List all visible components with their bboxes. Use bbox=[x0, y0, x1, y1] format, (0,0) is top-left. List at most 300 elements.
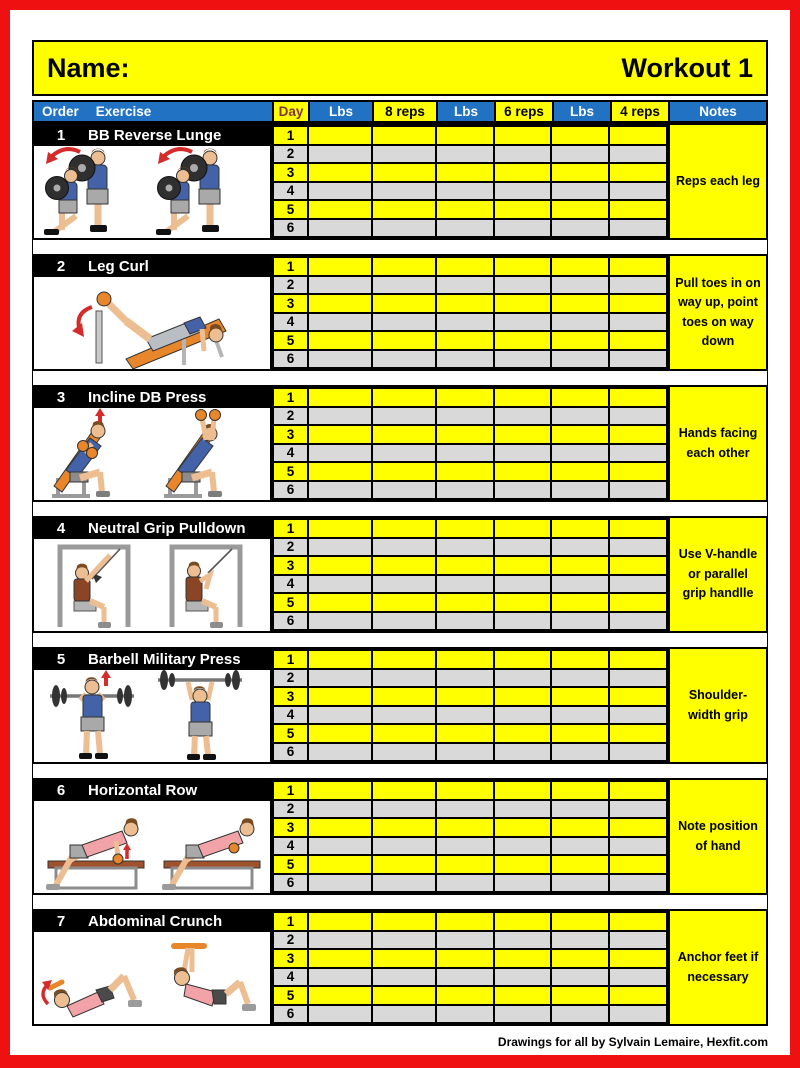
entry-cell[interactable] bbox=[551, 481, 609, 500]
entry-cell[interactable] bbox=[308, 462, 372, 481]
entry-cell[interactable] bbox=[494, 519, 552, 538]
day-number-cell: 1 bbox=[273, 912, 308, 931]
day-row bbox=[273, 837, 667, 856]
entry-cell[interactable] bbox=[494, 163, 552, 182]
entry-cell[interactable] bbox=[609, 781, 667, 800]
entry-cell[interactable] bbox=[436, 145, 494, 164]
entry-cell[interactable] bbox=[494, 444, 552, 463]
entry-cell[interactable] bbox=[494, 837, 552, 856]
entry-cell[interactable] bbox=[494, 575, 552, 594]
notes-cell: Use V-handle or parallel grip handlle bbox=[668, 518, 766, 631]
workout-title: Workout 1 bbox=[621, 52, 753, 83]
entry-cell[interactable] bbox=[609, 986, 667, 1005]
entry-cell[interactable] bbox=[308, 968, 372, 987]
notes-cell: Hands facing each other bbox=[668, 387, 766, 500]
entry-cell[interactable] bbox=[372, 669, 436, 688]
entry-cell[interactable] bbox=[551, 593, 609, 612]
entry-cell[interactable] bbox=[551, 331, 609, 350]
entry-cell[interactable] bbox=[372, 163, 436, 182]
day-number-cell: 4 bbox=[273, 182, 308, 201]
horizontal-row-illustration bbox=[34, 801, 270, 893]
exercise-order: 5 bbox=[56, 651, 66, 668]
entry-cell[interactable] bbox=[609, 912, 667, 931]
block-gap bbox=[32, 371, 768, 385]
entry-cell[interactable] bbox=[551, 388, 609, 407]
entry-cell[interactable] bbox=[494, 313, 552, 332]
entry-cell[interactable] bbox=[551, 724, 609, 743]
entry-cell[interactable] bbox=[551, 931, 609, 950]
entry-cell[interactable] bbox=[609, 800, 667, 819]
entry-cell[interactable] bbox=[494, 276, 552, 295]
entry-cell[interactable] bbox=[308, 294, 372, 313]
notes-cell: Reps each leg bbox=[668, 125, 766, 238]
entry-cell[interactable] bbox=[436, 837, 494, 856]
entry-cell[interactable] bbox=[308, 650, 372, 669]
entry-cell[interactable] bbox=[372, 407, 436, 426]
entry-cell[interactable] bbox=[436, 126, 494, 145]
day-number-cell: 5 bbox=[273, 200, 308, 219]
exercise-name: BB Reverse Lunge bbox=[88, 127, 222, 144]
entry-cell[interactable] bbox=[308, 200, 372, 219]
entry-cell[interactable] bbox=[609, 331, 667, 350]
entry-cell[interactable] bbox=[494, 593, 552, 612]
entry-cell[interactable] bbox=[609, 276, 667, 295]
entry-cell[interactable] bbox=[609, 931, 667, 950]
exercise-order: 2 bbox=[56, 258, 66, 275]
entry-cell[interactable] bbox=[308, 444, 372, 463]
entry-cell[interactable] bbox=[551, 706, 609, 725]
entry-cell[interactable] bbox=[494, 874, 552, 893]
entry-cell[interactable] bbox=[551, 800, 609, 819]
entry-cell[interactable] bbox=[308, 800, 372, 819]
day-number-cell: 6 bbox=[273, 874, 308, 893]
entry-cell[interactable] bbox=[308, 538, 372, 557]
barbell-military-press-illustration bbox=[34, 670, 270, 762]
entry-cell[interactable] bbox=[308, 593, 372, 612]
entry-cell[interactable] bbox=[372, 182, 436, 201]
entry-cell[interactable] bbox=[609, 874, 667, 893]
day-row bbox=[273, 687, 667, 706]
day-row bbox=[273, 986, 667, 1005]
day-row bbox=[273, 593, 667, 612]
entry-cell[interactable] bbox=[308, 145, 372, 164]
day-number-cell: 2 bbox=[273, 931, 308, 950]
entry-cell[interactable] bbox=[494, 257, 552, 276]
entry-cell[interactable] bbox=[609, 425, 667, 444]
entry-cell[interactable] bbox=[436, 350, 494, 369]
entry-cell[interactable] bbox=[494, 669, 552, 688]
entry-cell[interactable] bbox=[494, 650, 552, 669]
entry-cell[interactable] bbox=[551, 425, 609, 444]
exercise-order: 7 bbox=[56, 913, 66, 930]
entry-cell[interactable] bbox=[609, 462, 667, 481]
entry-cell[interactable] bbox=[372, 1005, 436, 1024]
entry-cell[interactable] bbox=[609, 612, 667, 631]
entry-cell[interactable] bbox=[551, 687, 609, 706]
entry-cell[interactable] bbox=[308, 612, 372, 631]
entry-cell[interactable] bbox=[609, 350, 667, 369]
entry-cell[interactable] bbox=[436, 407, 494, 426]
entry-cell[interactable] bbox=[609, 481, 667, 500]
entry-cell[interactable] bbox=[436, 200, 494, 219]
entry-cell[interactable] bbox=[436, 818, 494, 837]
entry-cell[interactable] bbox=[436, 388, 494, 407]
entry-cell[interactable] bbox=[609, 294, 667, 313]
entry-cell[interactable] bbox=[372, 556, 436, 575]
entry-cell[interactable] bbox=[372, 612, 436, 631]
entry-cell[interactable] bbox=[372, 650, 436, 669]
entry-cell[interactable] bbox=[609, 444, 667, 463]
entry-cell[interactable] bbox=[494, 743, 552, 762]
entry-cell[interactable] bbox=[494, 182, 552, 201]
entry-cell[interactable] bbox=[308, 163, 372, 182]
entry-cell[interactable] bbox=[609, 837, 667, 856]
day-grid bbox=[272, 387, 668, 500]
entry-cell[interactable] bbox=[308, 350, 372, 369]
entry-cell[interactable] bbox=[494, 855, 552, 874]
entry-cell[interactable] bbox=[551, 837, 609, 856]
entry-cell[interactable] bbox=[609, 407, 667, 426]
entry-cell[interactable] bbox=[609, 724, 667, 743]
entry-cell[interactable] bbox=[308, 575, 372, 594]
entry-cell[interactable] bbox=[308, 556, 372, 575]
entry-cell[interactable] bbox=[551, 650, 609, 669]
entry-cell[interactable] bbox=[551, 163, 609, 182]
entry-cell[interactable] bbox=[494, 818, 552, 837]
entry-cell[interactable] bbox=[551, 145, 609, 164]
entry-cell[interactable] bbox=[609, 968, 667, 987]
entry-cell[interactable] bbox=[436, 294, 494, 313]
entry-cell[interactable] bbox=[372, 388, 436, 407]
entry-cell[interactable] bbox=[494, 968, 552, 987]
entry-cell[interactable] bbox=[372, 818, 436, 837]
entry-cell[interactable] bbox=[494, 687, 552, 706]
entry-cell[interactable] bbox=[494, 407, 552, 426]
day-row bbox=[273, 538, 667, 557]
entry-cell[interactable] bbox=[436, 986, 494, 1005]
entry-cell[interactable] bbox=[436, 650, 494, 669]
entry-cell[interactable] bbox=[551, 519, 609, 538]
entry-cell[interactable] bbox=[436, 968, 494, 987]
exercise-order: 3 bbox=[56, 389, 66, 406]
entry-cell[interactable] bbox=[551, 781, 609, 800]
entry-cell[interactable] bbox=[372, 519, 436, 538]
entry-cell[interactable] bbox=[494, 912, 552, 931]
entry-cell[interactable] bbox=[551, 462, 609, 481]
entry-cell[interactable] bbox=[372, 800, 436, 819]
entry-cell[interactable] bbox=[372, 145, 436, 164]
entry-cell[interactable] bbox=[609, 687, 667, 706]
entry-cell[interactable] bbox=[372, 687, 436, 706]
entry-cell[interactable] bbox=[609, 538, 667, 557]
entry-cell[interactable] bbox=[372, 931, 436, 950]
entry-cell[interactable] bbox=[372, 481, 436, 500]
header-order: Order bbox=[42, 104, 79, 119]
entry-cell[interactable] bbox=[308, 781, 372, 800]
entry-cell[interactable] bbox=[551, 556, 609, 575]
entry-cell[interactable] bbox=[551, 200, 609, 219]
entry-cell[interactable] bbox=[436, 874, 494, 893]
entry-cell[interactable] bbox=[308, 331, 372, 350]
entry-cell[interactable] bbox=[436, 855, 494, 874]
entry-cell[interactable] bbox=[609, 182, 667, 201]
entry-cell[interactable] bbox=[436, 219, 494, 238]
entry-cell[interactable] bbox=[436, 257, 494, 276]
entry-cell[interactable] bbox=[551, 1005, 609, 1024]
entry-cell[interactable] bbox=[308, 407, 372, 426]
entry-cell[interactable] bbox=[372, 986, 436, 1005]
entry-cell[interactable] bbox=[494, 145, 552, 164]
entry-cell[interactable] bbox=[436, 800, 494, 819]
day-number-cell: 1 bbox=[273, 781, 308, 800]
entry-cell[interactable] bbox=[494, 800, 552, 819]
entry-cell[interactable] bbox=[609, 556, 667, 575]
entry-cell[interactable] bbox=[308, 669, 372, 688]
entry-cell[interactable] bbox=[308, 706, 372, 725]
entry-cell[interactable] bbox=[551, 986, 609, 1005]
entry-cell[interactable] bbox=[308, 519, 372, 538]
entry-cell[interactable] bbox=[436, 949, 494, 968]
exercise-block-3 bbox=[32, 385, 768, 502]
entry-cell[interactable] bbox=[609, 593, 667, 612]
entry-cell[interactable] bbox=[436, 182, 494, 201]
entry-cell[interactable] bbox=[609, 1005, 667, 1024]
entry-cell[interactable] bbox=[436, 462, 494, 481]
entry-cell[interactable] bbox=[494, 986, 552, 1005]
entry-cell[interactable] bbox=[551, 949, 609, 968]
entry-cell[interactable] bbox=[494, 781, 552, 800]
entry-cell[interactable] bbox=[308, 986, 372, 1005]
entry-cell[interactable] bbox=[609, 949, 667, 968]
entry-cell[interactable] bbox=[609, 388, 667, 407]
entry-cell[interactable] bbox=[372, 538, 436, 557]
day-row bbox=[273, 724, 667, 743]
entry-cell[interactable] bbox=[436, 276, 494, 295]
entry-cell[interactable] bbox=[551, 912, 609, 931]
entry-cell[interactable] bbox=[494, 724, 552, 743]
entry-cell[interactable] bbox=[372, 781, 436, 800]
exercise-title-bar bbox=[34, 256, 270, 277]
entry-cell[interactable] bbox=[308, 219, 372, 238]
entry-cell[interactable] bbox=[551, 968, 609, 987]
entry-cell[interactable] bbox=[551, 257, 609, 276]
entry-cell[interactable] bbox=[551, 294, 609, 313]
entry-cell[interactable] bbox=[372, 350, 436, 369]
entry-cell[interactable] bbox=[308, 481, 372, 500]
entry-cell[interactable] bbox=[436, 556, 494, 575]
entry-cell[interactable] bbox=[551, 818, 609, 837]
entry-cell[interactable] bbox=[372, 724, 436, 743]
entry-cell[interactable] bbox=[609, 575, 667, 594]
entry-cell[interactable] bbox=[308, 1005, 372, 1024]
entry-cell[interactable] bbox=[308, 313, 372, 332]
entry-cell[interactable] bbox=[609, 200, 667, 219]
entry-cell[interactable] bbox=[308, 855, 372, 874]
exercise-order: 6 bbox=[56, 782, 66, 799]
entry-cell[interactable] bbox=[372, 257, 436, 276]
entry-cell[interactable] bbox=[609, 669, 667, 688]
entry-cell[interactable] bbox=[436, 444, 494, 463]
entry-cell[interactable] bbox=[494, 949, 552, 968]
entry-cell[interactable] bbox=[372, 593, 436, 612]
entry-cell[interactable] bbox=[436, 1005, 494, 1024]
day-row bbox=[273, 200, 667, 219]
entry-cell[interactable] bbox=[551, 743, 609, 762]
entry-cell[interactable] bbox=[436, 575, 494, 594]
entry-cell[interactable] bbox=[436, 743, 494, 762]
entry-cell[interactable] bbox=[609, 650, 667, 669]
day-number-cell: 5 bbox=[273, 593, 308, 612]
day-number-cell: 3 bbox=[273, 949, 308, 968]
entry-cell[interactable] bbox=[372, 276, 436, 295]
entry-cell[interactable] bbox=[372, 313, 436, 332]
entry-cell[interactable] bbox=[436, 331, 494, 350]
entry-cell[interactable] bbox=[494, 706, 552, 725]
entry-cell[interactable] bbox=[372, 425, 436, 444]
entry-cell[interactable] bbox=[551, 313, 609, 332]
entry-cell[interactable] bbox=[436, 687, 494, 706]
day-number-cell: 3 bbox=[273, 294, 308, 313]
entry-cell[interactable] bbox=[551, 538, 609, 557]
entry-cell[interactable] bbox=[436, 612, 494, 631]
entry-cell[interactable] bbox=[494, 556, 552, 575]
entry-cell[interactable] bbox=[308, 425, 372, 444]
entry-cell[interactable] bbox=[609, 257, 667, 276]
entry-cell[interactable] bbox=[494, 1005, 552, 1024]
day-number-cell: 3 bbox=[273, 818, 308, 837]
entry-cell[interactable] bbox=[494, 200, 552, 219]
entry-cell[interactable] bbox=[372, 949, 436, 968]
day-grid bbox=[272, 911, 668, 1024]
entry-cell[interactable] bbox=[372, 706, 436, 725]
entry-cell[interactable] bbox=[494, 388, 552, 407]
entry-cell[interactable] bbox=[609, 855, 667, 874]
entry-cell[interactable] bbox=[436, 931, 494, 950]
entry-cell[interactable] bbox=[494, 538, 552, 557]
entry-cell[interactable] bbox=[436, 163, 494, 182]
entry-cell[interactable] bbox=[551, 126, 609, 145]
entry-cell[interactable] bbox=[436, 519, 494, 538]
entry-cell[interactable] bbox=[372, 968, 436, 987]
entry-cell[interactable] bbox=[609, 706, 667, 725]
entry-cell[interactable] bbox=[372, 444, 436, 463]
entry-cell[interactable] bbox=[436, 593, 494, 612]
entry-cell[interactable] bbox=[372, 837, 436, 856]
block-gap bbox=[32, 895, 768, 909]
entry-cell[interactable] bbox=[609, 126, 667, 145]
entry-cell[interactable] bbox=[308, 724, 372, 743]
entry-cell[interactable] bbox=[551, 407, 609, 426]
day-number-cell: 3 bbox=[273, 425, 308, 444]
day-row bbox=[273, 276, 667, 295]
entry-cell[interactable] bbox=[551, 182, 609, 201]
entry-cell[interactable] bbox=[372, 331, 436, 350]
day-number-cell: 5 bbox=[273, 986, 308, 1005]
entry-cell[interactable] bbox=[308, 126, 372, 145]
day-row bbox=[273, 294, 667, 313]
header-day: Day bbox=[274, 102, 310, 121]
header-exercise: Exercise bbox=[95, 104, 152, 119]
entry-cell[interactable] bbox=[609, 219, 667, 238]
entry-cell[interactable] bbox=[372, 743, 436, 762]
entry-cell[interactable] bbox=[436, 706, 494, 725]
entry-cell[interactable] bbox=[436, 481, 494, 500]
entry-cell[interactable] bbox=[551, 874, 609, 893]
entry-cell[interactable] bbox=[609, 743, 667, 762]
entry-cell[interactable] bbox=[372, 462, 436, 481]
day-number-cell: 1 bbox=[273, 388, 308, 407]
entry-cell[interactable] bbox=[308, 257, 372, 276]
entry-cell[interactable] bbox=[494, 331, 552, 350]
entry-cell[interactable] bbox=[436, 425, 494, 444]
name-label: Name: bbox=[47, 52, 130, 83]
entry-cell[interactable] bbox=[609, 519, 667, 538]
entry-cell[interactable] bbox=[551, 669, 609, 688]
entry-cell[interactable] bbox=[494, 350, 552, 369]
header-6-reps: 6 reps bbox=[496, 102, 554, 121]
entry-cell[interactable] bbox=[609, 313, 667, 332]
entry-cell[interactable] bbox=[308, 182, 372, 201]
entry-cell[interactable] bbox=[372, 294, 436, 313]
entry-cell[interactable] bbox=[372, 200, 436, 219]
entry-cell[interactable] bbox=[372, 219, 436, 238]
entry-cell[interactable] bbox=[494, 219, 552, 238]
entry-cell[interactable] bbox=[372, 126, 436, 145]
entry-cell[interactable] bbox=[551, 855, 609, 874]
entry-cell[interactable] bbox=[308, 388, 372, 407]
entry-cell[interactable] bbox=[308, 818, 372, 837]
entry-cell[interactable] bbox=[494, 462, 552, 481]
entry-cell[interactable] bbox=[308, 931, 372, 950]
entry-cell[interactable] bbox=[494, 126, 552, 145]
entry-cell[interactable] bbox=[308, 949, 372, 968]
entry-cell[interactable] bbox=[494, 612, 552, 631]
entry-cell[interactable] bbox=[308, 276, 372, 295]
entry-cell[interactable] bbox=[551, 612, 609, 631]
entry-cell[interactable] bbox=[436, 781, 494, 800]
entry-cell[interactable] bbox=[372, 855, 436, 874]
entry-cell[interactable] bbox=[436, 313, 494, 332]
entry-cell[interactable] bbox=[372, 912, 436, 931]
entry-cell[interactable] bbox=[551, 219, 609, 238]
entry-cell[interactable] bbox=[308, 912, 372, 931]
exercise-name: Leg Curl bbox=[88, 258, 149, 275]
entry-cell[interactable] bbox=[436, 669, 494, 688]
entry-cell[interactable] bbox=[551, 444, 609, 463]
exercise-name: Neutral Grip Pulldown bbox=[88, 520, 246, 537]
entry-cell[interactable] bbox=[551, 350, 609, 369]
entry-cell[interactable] bbox=[436, 912, 494, 931]
day-row bbox=[273, 219, 667, 238]
entry-cell[interactable] bbox=[308, 687, 372, 706]
entry-cell[interactable] bbox=[494, 931, 552, 950]
entry-cell[interactable] bbox=[436, 724, 494, 743]
entry-cell[interactable] bbox=[609, 818, 667, 837]
entry-cell[interactable] bbox=[609, 163, 667, 182]
entry-cell[interactable] bbox=[372, 575, 436, 594]
entry-cell[interactable] bbox=[372, 874, 436, 893]
entry-cell[interactable] bbox=[551, 276, 609, 295]
entry-cell[interactable] bbox=[308, 743, 372, 762]
entry-cell[interactable] bbox=[308, 874, 372, 893]
entry-cell[interactable] bbox=[436, 538, 494, 557]
entry-cell[interactable] bbox=[609, 145, 667, 164]
entry-cell[interactable] bbox=[551, 575, 609, 594]
entry-cell[interactable] bbox=[308, 837, 372, 856]
entry-cell[interactable] bbox=[494, 425, 552, 444]
entry-cell[interactable] bbox=[494, 294, 552, 313]
entry-cell[interactable] bbox=[494, 481, 552, 500]
